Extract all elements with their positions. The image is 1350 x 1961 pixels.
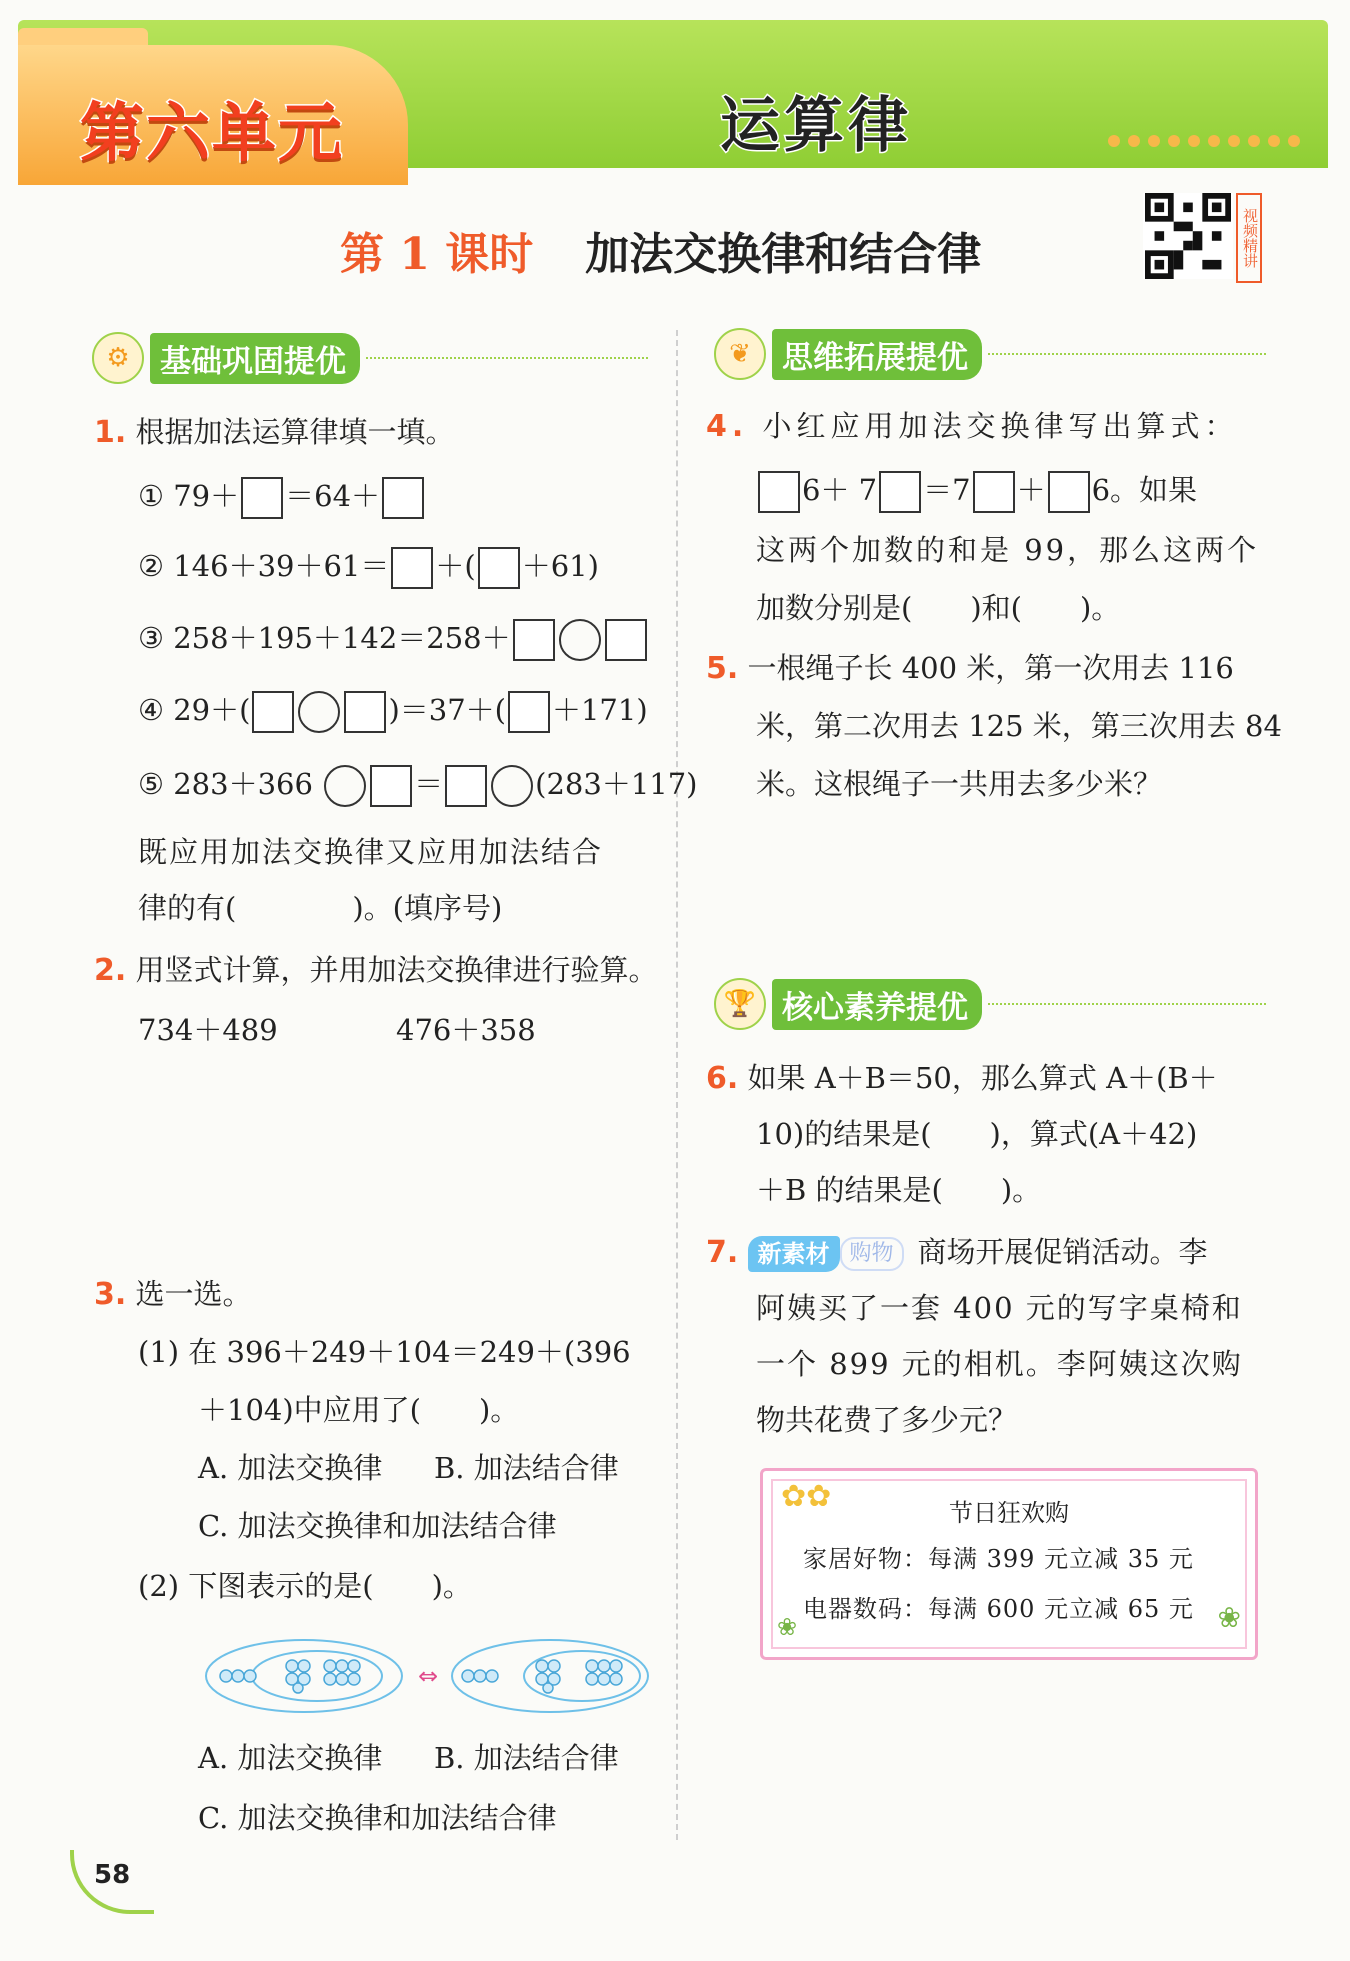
answer-box[interactable] xyxy=(758,471,800,513)
q2-expr-1: 734＋489 xyxy=(138,1013,278,1047)
q3-stem xyxy=(94,1266,252,1323)
q1-number: 1. xyxy=(94,415,127,450)
q4-line-4: 加数分别是( )和( )。 xyxy=(756,591,1121,625)
diagram-arrow: ⇔ xyxy=(417,1662,439,1690)
answer-box[interactable] xyxy=(478,547,520,589)
q1-text: 根据加法运算律填一填。 xyxy=(135,415,455,449)
q3-option-a-2[interactable]: A. 加法交换律 xyxy=(198,1741,383,1775)
lesson-name: 加法交换律和结合律 xyxy=(585,229,982,280)
q4-l2-c: ＋ xyxy=(1016,473,1046,507)
q3-option-c-2[interactable]: C. 加法交换律和加法结合律 xyxy=(198,1801,557,1835)
q5-line-3: 米。这根绳子一共用去多少米？ xyxy=(756,767,1163,801)
q2-number: 2. xyxy=(94,953,127,988)
answer-box[interactable] xyxy=(879,471,921,513)
plant-icon: ❀ xyxy=(777,1613,798,1641)
q1-tail-1: 既应用加法交换律又应用加法结合 xyxy=(138,835,604,869)
q1-i4-a: ④ 29＋( xyxy=(138,693,251,727)
q5-number: 5. xyxy=(706,651,739,686)
q3-option-c[interactable]: C. 加法交换律和加法结合律 xyxy=(198,1509,557,1543)
section-basic xyxy=(92,336,648,380)
q4-l2-a: 6＋ 7 xyxy=(802,473,878,507)
section-core xyxy=(714,982,1266,1026)
q1-i2-a: ② 146＋39＋61＝ xyxy=(138,549,390,583)
q1-i2-b: ＋( xyxy=(435,549,476,583)
sprout-icon: ❦ xyxy=(714,328,766,380)
answer-box[interactable] xyxy=(1048,471,1090,513)
q7-line-1 xyxy=(706,1224,1208,1281)
answer-circle[interactable] xyxy=(324,765,366,807)
column-divider xyxy=(676,330,678,1840)
q2-stem xyxy=(94,942,658,999)
q7-line-4: 物共花费了多少元？ xyxy=(756,1403,1018,1437)
q1-tail-2: 律的有( )。(填序号) xyxy=(138,891,503,925)
q3-text: 选一选。 xyxy=(135,1277,252,1311)
answer-box[interactable] xyxy=(391,547,433,589)
promo-row-2: 电器数码：每满 600 元立减 65 元 xyxy=(803,1595,1194,1623)
q3-part1-b: ＋104)中应用了( )。 xyxy=(198,1393,520,1427)
q1-i1-a: ① 79＋ xyxy=(138,479,240,513)
q1-item-5 xyxy=(138,756,698,812)
q4-line-1 xyxy=(706,398,1239,455)
q3-option-a[interactable]: A. 加法交换律 xyxy=(198,1451,383,1485)
lesson-number: 第 1 课时 xyxy=(340,229,534,280)
q6-line-2: 10)的结果是( )，算式(A＋42) xyxy=(756,1117,1198,1151)
video-label: 视频精讲 xyxy=(1236,193,1262,283)
subject-title: 运算律 xyxy=(720,91,912,161)
q4-line-3: 这两个加数的和是 99，那么这两个 xyxy=(756,533,1260,567)
q2-expr-2: 476＋358 xyxy=(396,1013,536,1047)
q5-line-2: 米，第二次用去 125 米，第三次用去 84 xyxy=(756,709,1282,743)
q5-l1: 一根绳子长 400 米，第一次用去 116 xyxy=(747,651,1234,685)
q1-i2-c: ＋61) xyxy=(521,549,599,583)
q6-line-1 xyxy=(706,1050,1218,1107)
q1-i5-c: (283＋117) xyxy=(535,767,698,801)
answer-box[interactable] xyxy=(513,619,555,661)
unit-title: 第六单元 xyxy=(80,97,344,171)
q4-number: 4. xyxy=(706,409,749,444)
q1-i4-c: ＋171) xyxy=(551,693,648,727)
q3-number: 3. xyxy=(94,1277,127,1312)
q7-l1: 商场开展促销活动。李 xyxy=(917,1235,1208,1269)
q1-item-4 xyxy=(138,682,648,738)
q1-i5-a: ⑤ 283＋366 xyxy=(138,767,323,801)
qr-code-icon[interactable] xyxy=(1143,193,1233,279)
q3-part2: (2) 下图表示的是( )。 xyxy=(138,1569,472,1603)
q6-l1: 如果 A＋B＝50，那么算式 A＋(B＋ xyxy=(747,1061,1218,1095)
answer-box[interactable] xyxy=(370,765,412,807)
answer-box[interactable] xyxy=(508,691,550,733)
q4-l1: 小红应用加法交换律写出算式： xyxy=(762,409,1239,443)
q7-number: 7. xyxy=(706,1235,739,1270)
plant-icon: ❀ xyxy=(1217,1601,1241,1634)
q7-line-2: 阿姨买了一套 400 元的写字桌椅和 xyxy=(756,1291,1243,1325)
page-number: 58 xyxy=(94,1860,131,1890)
new-material-badge: 新素材 xyxy=(748,1236,840,1272)
q2-text: 用竖式计算，并用加法交换律进行验算。 xyxy=(135,953,658,987)
grouping-diagram xyxy=(204,1636,650,1716)
q5-line-1 xyxy=(706,640,1234,697)
q7-line-3: 一个 899 元的相机。李阿姨这次购 xyxy=(756,1347,1243,1381)
q1-i3-a: ③ 258＋195＋142＝258＋ xyxy=(138,621,511,655)
decorative-dots xyxy=(1108,135,1300,147)
promo-card xyxy=(760,1468,1258,1660)
flower-icon: ✿✿ xyxy=(781,1479,832,1514)
q1-i5-b: ＝ xyxy=(414,767,444,801)
answer-circle[interactable] xyxy=(298,691,340,733)
answer-box[interactable] xyxy=(344,691,386,733)
answer-box[interactable] xyxy=(382,477,424,519)
q1-item-1 xyxy=(138,468,426,524)
q6-line-3: ＋B 的结果是( )。 xyxy=(756,1173,1042,1207)
q4-l2-d: 6。如果 xyxy=(1091,473,1198,507)
answer-box[interactable] xyxy=(445,765,487,807)
q4-line-2 xyxy=(756,462,1197,518)
section-thinking xyxy=(714,332,1266,376)
q3-part1-a: (1) 在 396＋249＋104＝249＋(396 xyxy=(138,1335,631,1369)
q1-stem xyxy=(94,404,455,461)
answer-box[interactable] xyxy=(241,477,283,519)
q3-option-b[interactable]: B. 加法结合律 xyxy=(434,1451,619,1485)
gear-icon: ⚙ xyxy=(92,332,144,384)
q6-number: 6. xyxy=(706,1061,739,1096)
answer-circle[interactable] xyxy=(491,765,533,807)
answer-box[interactable] xyxy=(605,619,647,661)
trophy-icon: 🏆 xyxy=(714,978,766,1030)
q1-i4-b: )＝37＋( xyxy=(388,693,506,727)
q1-i1-b: ＝64＋ xyxy=(285,479,381,513)
lesson-title xyxy=(340,218,981,282)
q1-item-3 xyxy=(138,610,649,666)
promo-row-1: 家居好物：每满 399 元立减 35 元 xyxy=(803,1545,1194,1573)
q3-option-b-2[interactable]: B. 加法结合律 xyxy=(434,1741,619,1775)
q4-l2-b: ＝7 xyxy=(923,473,971,507)
shopping-badge: 购物 xyxy=(840,1237,904,1271)
section-thinking-label: 思维拓展提优 xyxy=(772,329,982,380)
section-core-label: 核心素养提优 xyxy=(772,979,982,1030)
promo-title: 节日狂欢购 xyxy=(949,1499,1069,1527)
section-basic-label: 基础巩固提优 xyxy=(150,333,360,384)
answer-box[interactable] xyxy=(973,471,1015,513)
answer-box[interactable] xyxy=(252,691,294,733)
q1-item-2 xyxy=(138,538,599,594)
answer-circle[interactable] xyxy=(559,619,601,661)
